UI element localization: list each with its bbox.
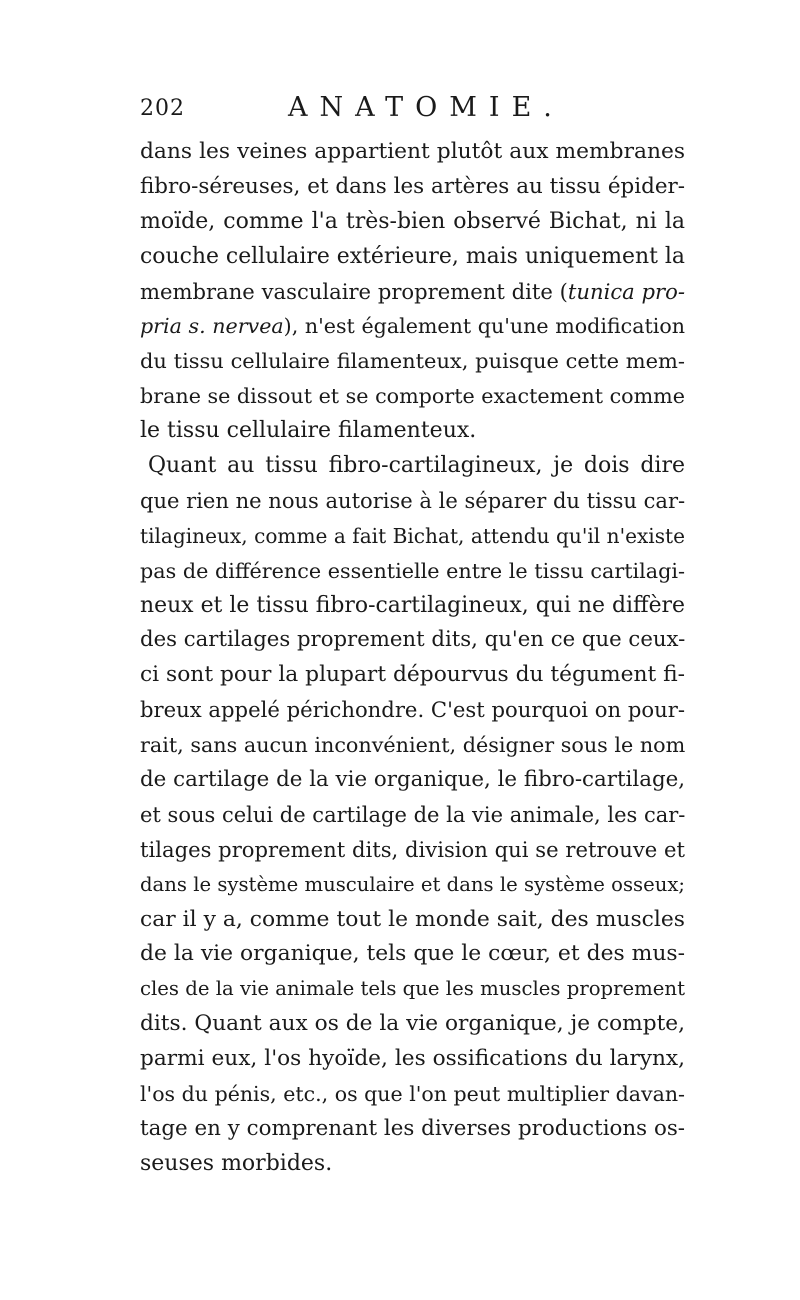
text-line: que rien ne nous autorise à le séparer du tissu car- — [140, 487, 686, 513]
text-line: tage en y comprenant les diverses productions os- — [140, 1115, 685, 1141]
text-line: breux appelé périchondre. C'est pourquoi on pour- — [140, 697, 685, 723]
text-line: des cartilages proprement dits, qu'en ce que ceux- — [140, 627, 686, 653]
text-line: neux et le tissu fibro-cartilagineux, qui ne diffère — [140, 592, 685, 618]
text-line — [140, 275, 685, 310]
body-text — [140, 135, 685, 1182]
page-number: 202 — [140, 96, 185, 121]
latin-term: tunica pro- — [567, 278, 685, 304]
text-line: de cartilage de la vie organique, le fibro-cartilage, — [140, 767, 686, 793]
text-line: moïde, comme l'a très-bien observé Bichat, ni la — [140, 208, 685, 234]
text-line — [140, 309, 685, 344]
text-line: du tissu cellulaire filamenteux, puisque cette mem- — [140, 349, 685, 374]
running-head — [140, 92, 685, 132]
running-title: ANATOMIE. — [288, 92, 564, 123]
text-line: dits. Quant aux os de la vie organique, je compte, — [140, 1011, 685, 1037]
text-line: cles de la vie animale tels que les muscles proprement — [140, 977, 685, 1001]
text-line: dans les veines appartient plutôt aux membranes — [140, 139, 685, 164]
text-line: l'os du pénis, etc., os que l'on peut multiplier davan- — [140, 1082, 685, 1107]
text-line: Quant au tissu fibro-cartilagineux, je dois dire — [148, 453, 685, 479]
text-line: dans le système musculaire et dans le système osseux; — [140, 872, 685, 896]
text-line: brane se dissout et se comporte exactement comme — [140, 384, 685, 409]
text-segment: ), n'est également qu'une modification — [283, 314, 685, 339]
text-line: le tissu cellulaire filamenteux. — [140, 418, 477, 444]
text-line: tilagineux, comme a fait Bichat, attendu qu'il n'existe — [140, 523, 685, 548]
text-line: de la vie organique, tels que le cœur, et des mus- — [140, 941, 685, 967]
text-line: fibro-séreuses, et dans les artères au tissu épider- — [140, 173, 685, 199]
text-line: car il y a, comme tout le monde sait, des muscles — [140, 906, 685, 932]
text-line: ci sont pour la plupart dépourvus du tégument fi- — [140, 662, 685, 688]
text-segment: membrane vasculaire proprement dite ( — [140, 278, 568, 304]
text-line: rait, sans aucun inconvénient, désigner sous le nom — [140, 733, 686, 758]
text-line: pas de différence essentielle entre le tissu cartilagi- — [140, 558, 685, 583]
text-line: seuses morbides. — [140, 1150, 333, 1176]
text-line: parmi eux, l'os hyoïde, les ossifications du larynx, — [140, 1046, 685, 1072]
text-line: tilages proprement dits, division qui se retrouve et — [140, 836, 685, 862]
text-line: et sous celui de cartilage de la vie animale, les car- — [140, 802, 686, 827]
text-line: couche cellulaire extérieure, mais uniquement la — [140, 243, 685, 269]
latin-term: pria s. nervea — [140, 314, 284, 339]
